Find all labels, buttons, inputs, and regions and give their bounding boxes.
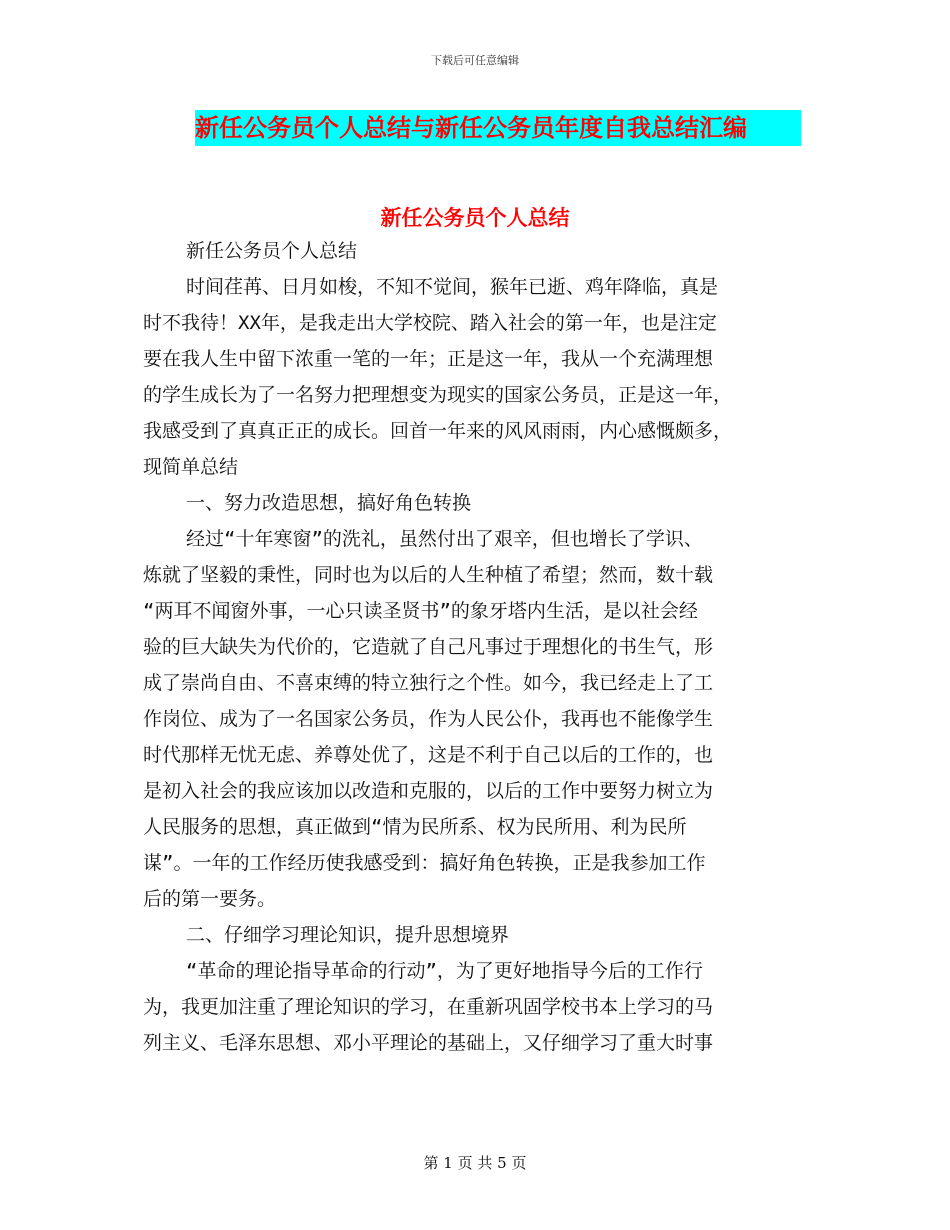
paragraph-line: 验的巨大缺失为代价的，它造就了自己凡事过于理想化的书生气，形 xyxy=(143,636,714,658)
page-footer: 第 1 页 共 5 页 xyxy=(423,1154,527,1172)
document-title: 新任公务员个人总结与新任公务员年度自我总结汇编 xyxy=(195,110,801,146)
paragraph-line: 是初入社会的我应该加以改造和克服的，以后的工作中要努力树立为 xyxy=(143,780,714,802)
paragraph-line: 的学生成长为了一名努力把理想变为现实的国家公务员，正是这一年， xyxy=(143,384,733,406)
paragraph-line: 后的第一要务。 xyxy=(143,888,277,910)
paragraph-line: 谋”。一年的工作经历使我感受到：搞好角色转换，正是我参加工作 xyxy=(143,852,706,874)
paragraph-line: 人民服务的思想，真正做到“情为民所系、权为民所用、利为民所 xyxy=(143,816,687,838)
paragraph-line: 二、仔细学习理论知识，提升思想境界 xyxy=(186,924,510,946)
paragraph-line: 经过“十年寒窗”的洗礼，虽然付出了艰辛，但也增长了学识、 xyxy=(186,528,703,550)
paragraph-line: 要在我人生中留下浓重一笔的一年；正是这一年，我从一个充满理想 xyxy=(143,348,714,370)
paragraph-line: 炼就了坚毅的秉性，同时也为以后的人生种植了希望；然而，数十载 xyxy=(143,564,714,586)
paragraph-line: 作岗位、成为了一名国家公务员，作为人民公仆，我再也不能像学生 xyxy=(143,708,714,730)
paragraph-line: 现简单总结 xyxy=(143,456,239,478)
header-note: 下载后可任意编辑 xyxy=(431,54,519,67)
paragraph-line: 列主义、毛泽东思想、邓小平理论的基础上，又仔细学习了重大时事 xyxy=(143,1032,714,1054)
paragraph-line: 为，我更加注重了理论知识的学习，在重新巩固学校书本上学习的马 xyxy=(143,996,714,1018)
paragraph-line: “两耳不闻窗外事，一心只读圣贤书”的象牙塔内生活，是以社会经 xyxy=(143,600,698,622)
paragraph-line: 新任公务员个人总结 xyxy=(186,240,358,262)
paragraph-line: “革命的理论指导革命的行动”，为了更好地指导今后的工作行 xyxy=(186,960,703,982)
paragraph-line: 时代那样无忧无虑、养尊处优了，这是不利于自己以后的工作的，也 xyxy=(143,744,714,766)
paragraph-line: 时不我待！XX年，是我走出大学校院、踏入社会的第一年，也是注定 xyxy=(143,312,717,334)
paragraph-line: 我感受到了真真正正的成长。回首一年来的风风雨雨，内心感慨颇多， xyxy=(143,420,733,442)
paragraph-line: 时间荏苒、日月如梭，不知不觉间，猴年已逝、鸡年降临，真是 xyxy=(186,276,719,298)
paragraph-line: 成了崇尚自由、不喜束缚的特立独行之个性。如今，我已经走上了工 xyxy=(143,672,714,694)
section-title: 新任公务员个人总结 xyxy=(380,205,570,230)
paragraph-line: 一、努力改造思想，搞好角色转换 xyxy=(186,492,472,514)
